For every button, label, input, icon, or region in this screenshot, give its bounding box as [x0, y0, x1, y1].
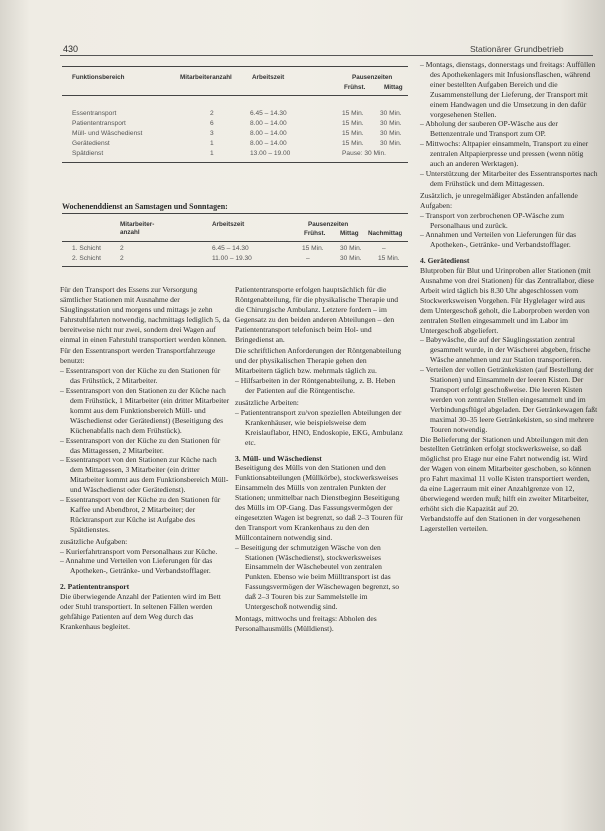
- list-item: – Essentransport von der Küche zu den Stationen für das Frühstück, 2 Mitarbeiter.: [60, 366, 221, 386]
- table-cell: 30 Min.: [340, 255, 362, 262]
- col-header-hours: Arbeitszeit: [252, 74, 285, 81]
- table-cell: 30 Min.: [340, 245, 362, 252]
- section-heading: 4. Gerätedienst: [420, 256, 470, 266]
- list-item: – Essentransport von der Küche zu den Stationen für das Mittagessen, 2 Mitarbeiter.: [60, 435, 221, 455]
- paragraph: Für den Transport des Essens zur Versorgung sämtlicher Stationen mit Ausnahme der Säuglingsstation und morgens und mittags je zehn Fahrstuhlfahrten notwendig, nachmittags lediglich 5, da bereitweise nicht nur zwei, sondern drei Wagen auf einmal in einen Fahrstuhl transportiert werden können.: [60, 285, 230, 344]
- paragraph: Patiententransporte erfolgen hauptsächlich für die Röntgenabteilung, für die physikalische Therapie und die Chirurgische Ambulanz. Letztere fordern – im Gegensatz zu den beiden anderen Abteilungen – den Patiententransport telefonisch beim Hol- und Bringedienst an.: [235, 285, 399, 344]
- weekend-title: Wochenenddienst an Samstagen und Sonntagen:: [62, 202, 228, 211]
- list-item: – Essentransport von der Küche zu den Stationen für Kaffee und Abendbrot, 2 Mitarbeiter; der Rücktransport zur Küche ist Aufgabe des Spätdienstes.: [60, 495, 221, 534]
- subheading: zusätzliche Aufgaben:: [60, 536, 128, 546]
- table-cell: 2: [120, 245, 124, 252]
- table-cell: Pause: 30 Min.: [342, 150, 386, 157]
- text-column-middle: [235, 285, 405, 634]
- col-header-staff: Mitarbeiter-anzahl: [120, 221, 155, 236]
- header-rule: [60, 55, 593, 56]
- table-cell: Spätdienst: [72, 150, 104, 157]
- table-cell: Gerätedienst: [72, 140, 110, 147]
- list-item: – Essentransport von den Stationen zu der Küche nach dem Frühstück, 1 Mitarbeiter (ein dritter Mitarbeiter kommt aus dem Funktionsbereich Müll- und Wäschedienst oder Gerätedienst) (Beseitigung des Küchenabfalls nach dem Frühstück).: [60, 386, 230, 435]
- paragraph: Verbandstoffe auf den Stationen in der vorgesehenen Lagerstellen verteilen.: [420, 513, 581, 533]
- table-cell: 11.00 – 19.30: [212, 255, 252, 262]
- running-title: Stationärer Grundbetrieb: [470, 44, 564, 54]
- list-item: – Kurierfahrtransport vom Personalhaus zur Küche.: [60, 546, 218, 556]
- table-cell: Müll- und Wäschedienst: [72, 130, 143, 137]
- text-column-right: [420, 60, 598, 534]
- table-cell: 30 Min.: [380, 110, 402, 117]
- paragraph: Beseitigung des Mülls von den Stationen und den Funktionsabteilungen (Müllkörbe), stockwerksweises Einsammeln des Mülls von zentralen Punkten der Stationen; unmittelbar nach Dienstbeginn Beseitigung des Mülls im OP-Gang. Das Fassungsvermögen der eingesetzten Wagen ist begrenzt, so daß 2–3 Touren für den Transport vom Krankenhaus zu den den Müllcontainern notwendig sind.: [235, 463, 403, 542]
- col-header-area: Funktionsbereich: [72, 74, 125, 81]
- paragraph: Die Belieferung der Stationen und Abteilungen mit den bestellten Getränken erfolgt stockwerksweise, so daß möglichst pro Etage nur eine Fahrt notwendig ist. Wird der Wagen von einem Mitarbeiter geschoben, so können pro Fahrt maximal 11 volle Kisten transportiert werden, da eine Lagerraum mit einer Anzahlgrenze von 12, überwiegend werden muß; hilft ein zweiter Mitarbeiter, erhöht sich die Kapazität auf 20.: [420, 434, 591, 513]
- table-cell: 1. Schicht: [72, 245, 101, 252]
- list-item: – Babywäsche, die auf der Säuglingsstation zentral gesammelt wurde, in der Wäscherei abgeben, frische Wäsche annehmen und zur Station transportieren.: [420, 335, 591, 365]
- list-item: – Montags, dienstags, donnerstags und freitags: Auffüllen des Apothekenlagers mit Infusionsflaschen, während einer bestellten Aufgaben Bereich und die Zusammenstellung der Lieferung, der Transport mit einem Handwagen und die Umsetzung in den dafür vorgesehenen Stellen.: [420, 60, 596, 119]
- list-item: – Beseitigung der schmutzigen Wäsche von den Stationen (Wäschedienst), stockwerksweises Einsammeln der Wäschebeutel von zentralen Punkten. Ebenso wie beim Mülltransport ist das Fassungsvermögen der Wäschewagen begrenzt, so daß 2–3 Touren bis zur Sammelstelle im Untergeschoß notwendig sind.: [235, 542, 400, 612]
- paragraph: Die schriftlichen Anforderungen der Röntgenabteilung und der physikalischen Therapie gehen den Mitarbeitern täglich bzw. mehrmals täglich zu.: [235, 346, 402, 376]
- table-cell: 2: [120, 255, 124, 262]
- list-item: – Hilfsarbeiten in der Röntgenabteilung, z. B. Heben der Patienten auf die Röntgentische.: [235, 376, 396, 396]
- col-header-early: Frühst.: [344, 84, 366, 91]
- weekend-table: [62, 213, 408, 273]
- table-cell: 15 Min.: [378, 255, 400, 262]
- list-item: – Verteilen der vollen Getränkekisten (auf Bestellung der Stationen) und Einsammeln der leeren Kisten. Der Transport erfolgt geschoßweise. Die leeren Kisten werden von zentralen Stellen eingesammelt und im Verbindungsflügel abgeladen. Der Getränkewagen faßt maximal 30–35 leere Getränkekisten, so sind mehrere Touren notwendig.: [420, 365, 598, 434]
- paragraph: Montags, mittwochs und freitags: Abholen des Personalhausmülls (Mülldienst).: [235, 614, 377, 633]
- list-item: – Unterstützung der Mitarbeiter des Essentransportes nach dem Frühstück und dem Mittagessen.: [420, 168, 598, 188]
- table-rule: [62, 213, 408, 214]
- col-header-break: Pausenzeiten: [352, 74, 393, 81]
- table-cell: –: [382, 245, 386, 252]
- table-cell: 1: [210, 140, 214, 147]
- table-cell: 15 Min.: [342, 130, 364, 137]
- list-item: – Abholung der sauberen OP-Wäsche aus der Bettenzentrale und Transport zum OP.: [420, 119, 558, 139]
- col-header-breaks: Pausenzeiten: [308, 221, 349, 228]
- table-cell: –: [306, 255, 310, 262]
- table-rule: [62, 241, 408, 242]
- col-header-early: Frühst.: [304, 230, 326, 237]
- table-cell: 30 Min.: [380, 120, 402, 127]
- table-cell: 15 Min.: [342, 110, 364, 117]
- table-cell: 2: [210, 110, 214, 117]
- table-rule: [62, 95, 408, 96]
- list-item: – Essentransport von den Stationen zur Küche nach dem Mittagessen, 3 Mitarbeiter (ein dritter Mitarbeiter kommt aus dem Funktionsbereich Müll- und Wäschedienst oder Gerätedienst).: [60, 455, 229, 495]
- text-column-left: [60, 285, 230, 632]
- col-header-noon: Mittag: [384, 84, 403, 91]
- table-rule: [62, 162, 408, 163]
- table-cell: 30 Min.: [380, 130, 402, 137]
- table-cell: 8.00 – 14.00: [250, 130, 287, 137]
- col-header-hours: Arbeitszeit: [212, 221, 245, 228]
- paragraph: Für den Essentransport werden Transportfahrzeuge benutzt:: [60, 346, 216, 366]
- table-cell: 6.45 – 14.30: [250, 110, 287, 117]
- table-cell: 15 Min.: [342, 140, 364, 147]
- table-cell: 30 Min.: [380, 140, 402, 147]
- table-cell: Patiententransport: [72, 120, 126, 127]
- staff-table: [62, 66, 408, 194]
- table-cell: 3: [210, 130, 214, 137]
- table-cell: 15 Min.: [302, 245, 324, 252]
- section-heading: 2. Patiententransport: [60, 582, 130, 592]
- paragraph: Blutproben für Blut und Urinproben aller Stationen (mit Ausnahme von drei Stationen) für das Zentrallabor, diese Arbeit wird täglich bis 8.30 Uhr abgeschlossen vom Stockwerksweisen Vorgehen. Für Hyglelager wird aus dem Untergeschoß geholt, die Laborproben werden von zentralen Stellen eingesammelt und im Labor im Untergeschoß abgeliefert.: [420, 266, 594, 335]
- table-cell: 15 Min.: [342, 120, 364, 127]
- section-heading: 3. Müll- und Wäschedienst: [235, 453, 322, 463]
- list-item: – Transport von zerbrochenen OP-Wäsche zum Personalhaus und zurück.: [420, 210, 565, 230]
- table-cell: 6: [210, 120, 214, 127]
- page-number: 430: [63, 44, 79, 54]
- table-cell: 2. Schicht: [72, 255, 101, 262]
- table-cell: 1: [210, 150, 214, 157]
- list-item: – Patiententransport zu/von speziellen Abteilungen der Krankenhäuser, wie beispielsweise dem Kreislauflabor, HNO, Endoskopie, EKG, Ambulanz etc.: [235, 407, 403, 447]
- list-item: – Mittwochs: Altpapier einsammeln, Transport zu einer zentralen Altpapierpresse und pressen (wenn nötig auch an anderen Werktagen).: [420, 139, 589, 169]
- col-header-noon: Mittag: [340, 230, 359, 237]
- table-cell: 8.00 – 14.00: [250, 140, 287, 147]
- paragraph: Zusätzlich, je unregelmäßiger Abständen anfallende Aufgaben:: [420, 190, 578, 210]
- col-header-afternoon: Nachmittag: [368, 230, 403, 237]
- list-item: – Annahme und Verteilen von Lieferungen für das Apotheken-, Getränke- und Verbandstofflager.: [60, 556, 213, 576]
- table-rule: [62, 66, 408, 67]
- table-cell: 13.00 – 19.00: [250, 150, 291, 157]
- table-rule: [62, 266, 408, 267]
- paragraph: Die überwiegende Anzahl der Patienten wird im Bett oder Stuhl transportiert. In seltenen Fällen werden gehfähige Patienten auf dem Weg durch das Krankenhaus begleitet.: [60, 592, 221, 631]
- table-cell: Essentransport: [72, 110, 117, 117]
- table-cell: 8.00 – 14.00: [250, 120, 287, 127]
- col-header-staff: Mitarbeiteranzahl: [180, 74, 232, 81]
- table-cell: 6.45 – 14.30: [212, 245, 249, 252]
- subheading: zusätzliche Arbeiten:: [235, 397, 299, 407]
- list-item: – Annahmen und Verteilen von Lieferungen für das Apotheken-, Getränke- und Verbandstofflager.: [420, 230, 577, 250]
